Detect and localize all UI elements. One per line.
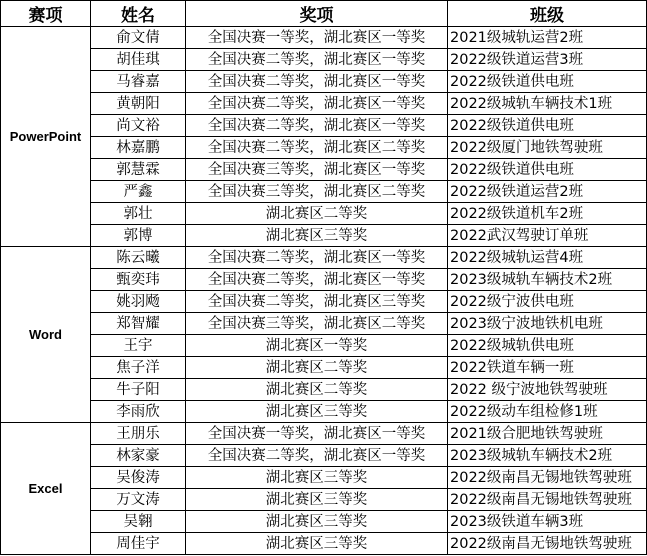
- table-row: [1, 357, 647, 379]
- class-cell[interactable]: 2022级铁道运营3班: [448, 49, 647, 71]
- table-row: [1, 467, 647, 489]
- name-cell[interactable]: 严鑫: [91, 181, 186, 203]
- name-cell[interactable]: 郭壮: [91, 203, 186, 225]
- table-header: [1, 1, 647, 27]
- name-cell[interactable]: 郭慧霖: [91, 159, 186, 181]
- class-cell[interactable]: 2022级铁道供电班: [448, 115, 647, 137]
- award-cell[interactable]: 全国决赛二等奖，湖北赛区二等奖: [186, 137, 448, 159]
- class-cell[interactable]: 2023级城轨车辆技术2班: [448, 445, 647, 467]
- award-cell[interactable]: 全国决赛二等奖，湖北赛区一等奖: [186, 71, 448, 93]
- table-row: [1, 379, 647, 401]
- name-cell[interactable]: 林嘉鹏: [91, 137, 186, 159]
- class-cell[interactable]: 2022 级宁波地铁驾驶班: [448, 379, 647, 401]
- name-cell[interactable]: 牛子阳: [91, 379, 186, 401]
- award-cell[interactable]: 全国决赛一等奖，湖北赛区一等奖: [186, 423, 448, 445]
- class-cell[interactable]: 2023级城轨车辆技术2班: [448, 269, 647, 291]
- award-cell[interactable]: 湖北赛区三等奖: [186, 489, 448, 511]
- name-cell[interactable]: 陈云曦: [91, 247, 186, 269]
- name-cell[interactable]: 周佳宇: [91, 533, 186, 555]
- table-row: [1, 181, 647, 203]
- table-row: [1, 291, 647, 313]
- header-award[interactable]: 奖项: [186, 1, 448, 27]
- table-row: [1, 313, 647, 335]
- award-cell[interactable]: 湖北赛区三等奖: [186, 467, 448, 489]
- name-cell[interactable]: 马睿嘉: [91, 71, 186, 93]
- table-row: [1, 247, 647, 269]
- header-class[interactable]: 班级: [448, 1, 647, 27]
- name-cell[interactable]: 王宇: [91, 335, 186, 357]
- class-cell[interactable]: 2022级南昌无锡地铁驾驶班: [448, 489, 647, 511]
- class-cell[interactable]: 2022级动车组检修1班: [448, 401, 647, 423]
- table-row: [1, 93, 647, 115]
- class-cell[interactable]: 2021级合肥地铁驾驶班: [448, 423, 647, 445]
- name-cell[interactable]: 王朋乐: [91, 423, 186, 445]
- table-row: [1, 225, 647, 247]
- class-cell[interactable]: 2022级铁道机车2班: [448, 203, 647, 225]
- table-row: [1, 489, 647, 511]
- event-cell[interactable]: PowerPoint: [1, 27, 91, 247]
- table-row: [1, 533, 647, 555]
- header-row: [1, 1, 647, 27]
- name-cell[interactable]: 林家豪: [91, 445, 186, 467]
- header-event[interactable]: 赛项: [1, 1, 91, 27]
- class-cell[interactable]: 2022级铁道供电班: [448, 71, 647, 93]
- table-row: [1, 445, 647, 467]
- award-cell[interactable]: 全国决赛二等奖，湖北赛区一等奖: [186, 247, 448, 269]
- class-cell[interactable]: 2022级宁波供电班: [448, 291, 647, 313]
- table-row: [1, 27, 647, 49]
- header-name[interactable]: 姓名: [91, 1, 186, 27]
- event-cell[interactable]: Word: [1, 247, 91, 423]
- table-row: [1, 115, 647, 137]
- award-cell[interactable]: 湖北赛区一等奖: [186, 335, 448, 357]
- award-cell[interactable]: 湖北赛区二等奖: [186, 203, 448, 225]
- award-cell[interactable]: 湖北赛区三等奖: [186, 401, 448, 423]
- class-cell[interactable]: 2022级铁道运营2班: [448, 181, 647, 203]
- award-cell[interactable]: 全国决赛一等奖，湖北赛区一等奖: [186, 27, 448, 49]
- award-cell[interactable]: 湖北赛区三等奖: [186, 511, 448, 533]
- table-row: [1, 423, 647, 445]
- class-cell[interactable]: 2021级城轨运营2班: [448, 27, 647, 49]
- table-row: [1, 137, 647, 159]
- award-cell[interactable]: 全国决赛三等奖，湖北赛区二等奖: [186, 313, 448, 335]
- class-cell[interactable]: 2023级宁波地铁机电班: [448, 313, 647, 335]
- name-cell[interactable]: 甄奕玮: [91, 269, 186, 291]
- name-cell[interactable]: 黄朝阳: [91, 93, 186, 115]
- table-row: [1, 511, 647, 533]
- award-cell[interactable]: 全国决赛二等奖，湖北赛区一等奖: [186, 115, 448, 137]
- table-row: [1, 401, 647, 423]
- table-row: [1, 335, 647, 357]
- name-cell[interactable]: 焦子洋: [91, 357, 186, 379]
- name-cell[interactable]: 郭博: [91, 225, 186, 247]
- award-cell[interactable]: 湖北赛区三等奖: [186, 533, 448, 555]
- name-cell[interactable]: 郑智耀: [91, 313, 186, 335]
- award-cell[interactable]: 全国决赛二等奖，湖北赛区一等奖: [186, 49, 448, 71]
- table-row: [1, 71, 647, 93]
- name-cell[interactable]: 吴俊涛: [91, 467, 186, 489]
- award-cell[interactable]: 全国决赛三等奖，湖北赛区一等奖: [186, 159, 448, 181]
- class-cell[interactable]: 2022级厦门地铁驾驶班: [448, 137, 647, 159]
- class-cell[interactable]: 2023级铁道车辆3班: [448, 511, 647, 533]
- award-cell[interactable]: 全国决赛二等奖，湖北赛区一等奖: [186, 93, 448, 115]
- name-cell[interactable]: 万文涛: [91, 489, 186, 511]
- award-cell[interactable]: 全国决赛二等奖，湖北赛区一等奖: [186, 269, 448, 291]
- name-cell[interactable]: 姚羽飏: [91, 291, 186, 313]
- class-cell[interactable]: 2022级南昌无锡地铁驾驶班: [448, 533, 647, 555]
- award-cell[interactable]: 湖北赛区三等奖: [186, 225, 448, 247]
- class-cell[interactable]: 2022级城轨运营4班: [448, 247, 647, 269]
- award-cell[interactable]: 湖北赛区二等奖: [186, 357, 448, 379]
- class-cell[interactable]: 2022级城轨供电班: [448, 335, 647, 357]
- table-row: [1, 203, 647, 225]
- event-cell[interactable]: Excel: [1, 423, 91, 555]
- table-body: [1, 27, 647, 555]
- award-cell[interactable]: 全国决赛二等奖，湖北赛区一等奖: [186, 445, 448, 467]
- table-row: [1, 159, 647, 181]
- table-row: [1, 49, 647, 71]
- table-row: [1, 269, 647, 291]
- name-cell[interactable]: 尚文裕: [91, 115, 186, 137]
- name-cell[interactable]: 胡佳琪: [91, 49, 186, 71]
- award-cell[interactable]: 全国决赛二等奖，湖北赛区三等奖: [186, 291, 448, 313]
- class-cell[interactable]: 2022武汉驾驶订单班: [448, 225, 647, 247]
- class-cell[interactable]: 2022级城轨车辆技术1班: [448, 93, 647, 115]
- name-cell[interactable]: 李雨欣: [91, 401, 186, 423]
- name-cell[interactable]: 吴翱: [91, 511, 186, 533]
- award-cell[interactable]: 全国决赛三等奖，湖北赛区二等奖: [186, 181, 448, 203]
- class-cell[interactable]: 2022级铁道供电班: [448, 159, 647, 181]
- award-cell[interactable]: 湖北赛区二等奖: [186, 379, 448, 401]
- name-cell[interactable]: 俞文倩: [91, 27, 186, 49]
- class-cell[interactable]: 2022铁道车辆一班: [448, 357, 647, 379]
- class-cell[interactable]: 2022级南昌无锡地铁驾驶班: [448, 467, 647, 489]
